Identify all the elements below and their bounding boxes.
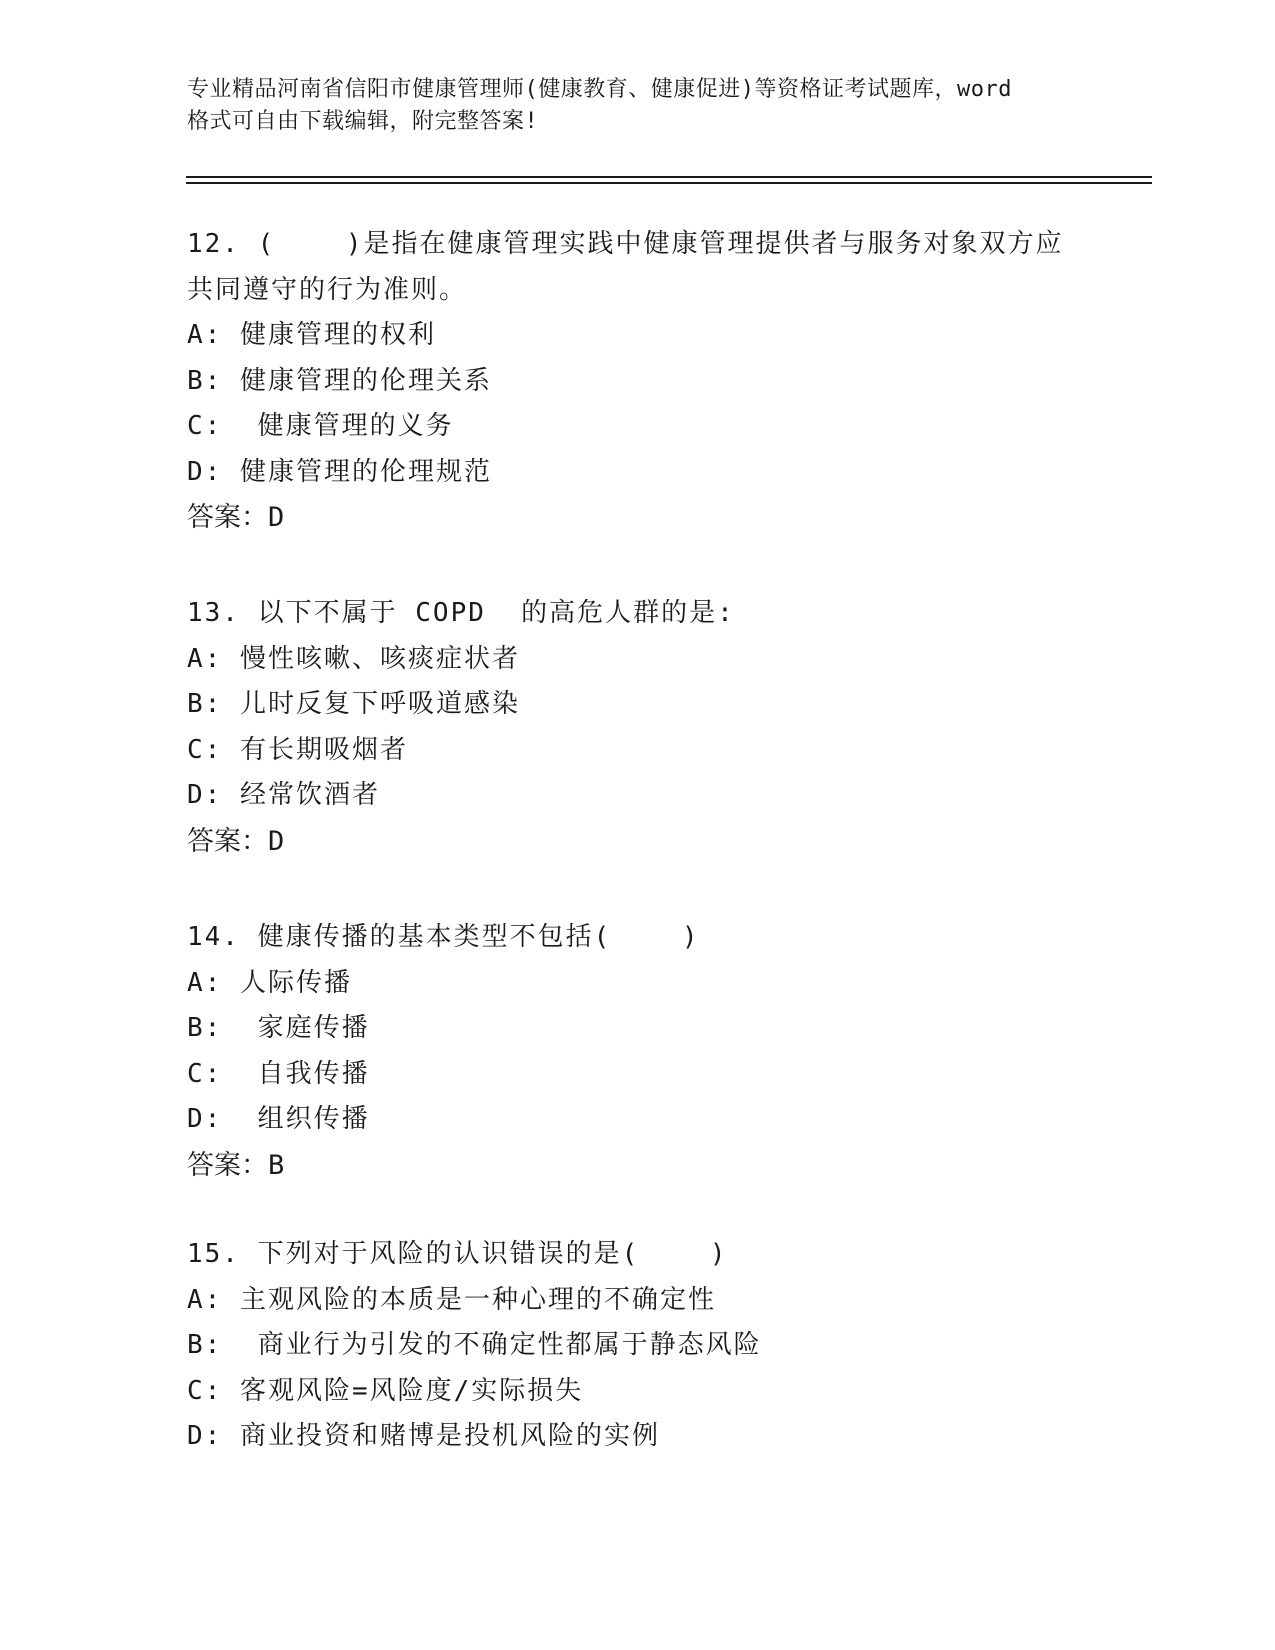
option-d: D: 健康管理的伦理规范: [187, 456, 492, 487]
option-c: C: 自我传播: [187, 1058, 370, 1089]
question-13: [187, 591, 1107, 864]
answer-value: D: [268, 825, 285, 857]
question-stem: 14. 健康传播的基本类型不包括( ): [187, 922, 700, 952]
option-d: D: 经常饮酒者: [187, 780, 380, 810]
answer-label: 答案：: [187, 502, 268, 533]
answer-line: [187, 819, 1107, 865]
answer-line: [187, 1143, 1107, 1189]
option-b: B: 家庭传播: [187, 1013, 370, 1043]
answer-value: B: [268, 1149, 285, 1181]
option-a: A: 慢性咳嗽、咳痰症状者: [187, 643, 520, 674]
option-c: C: 客观风险=风险度/实际损失: [187, 1375, 584, 1406]
option-c: C: 健康管理的义务: [187, 411, 454, 441]
question-15: [187, 1232, 1107, 1460]
header-note-line-1: 专业精品河南省信阳市健康管理师(健康教育、健康促进)等资格证考试题库，word: [187, 77, 1012, 102]
question-stem: 共同遵守的行为准则。: [187, 274, 468, 305]
option-a: A: 健康管理的权利: [187, 320, 436, 350]
option-a: A: 人际传播: [187, 967, 352, 998]
answer-value: D: [268, 502, 285, 533]
answer-label: 答案：: [187, 1149, 268, 1181]
option-b: B: 健康管理的伦理关系: [187, 365, 492, 396]
option-a: A: 主观风险的本质是一种心理的不确定性: [187, 1284, 716, 1315]
question-12: [187, 222, 1107, 541]
question-stem: 15. 下列对于风险的认识错误的是( ): [187, 1239, 728, 1269]
option-c: C: 有长期吸烟者: [187, 734, 408, 765]
option-b: B: 商业行为引发的不确定性都属于静态风险: [187, 1330, 762, 1360]
answer-line: [187, 495, 1107, 541]
option-d: D: 组织传播: [187, 1104, 370, 1134]
header-note: [187, 74, 1087, 138]
option-b: B: 儿时反复下呼吸道感染: [187, 689, 520, 719]
header-note-line-2: 格式可自由下载编辑，附完整答案!: [187, 109, 539, 134]
question-stem: 13. 以下不属于 COPD 的高危人群的是:: [187, 598, 735, 628]
option-d: D: 商业投资和赌博是投机风险的实例: [187, 1421, 660, 1451]
header-divider-top: [186, 176, 1152, 178]
header-divider-bottom: [186, 182, 1152, 184]
answer-label: 答案：: [187, 825, 268, 857]
question-stem: 12. ( )是指在健康管理实践中健康管理提供者与服务对象双方应: [187, 229, 1064, 259]
question-14: [187, 915, 1107, 1188]
